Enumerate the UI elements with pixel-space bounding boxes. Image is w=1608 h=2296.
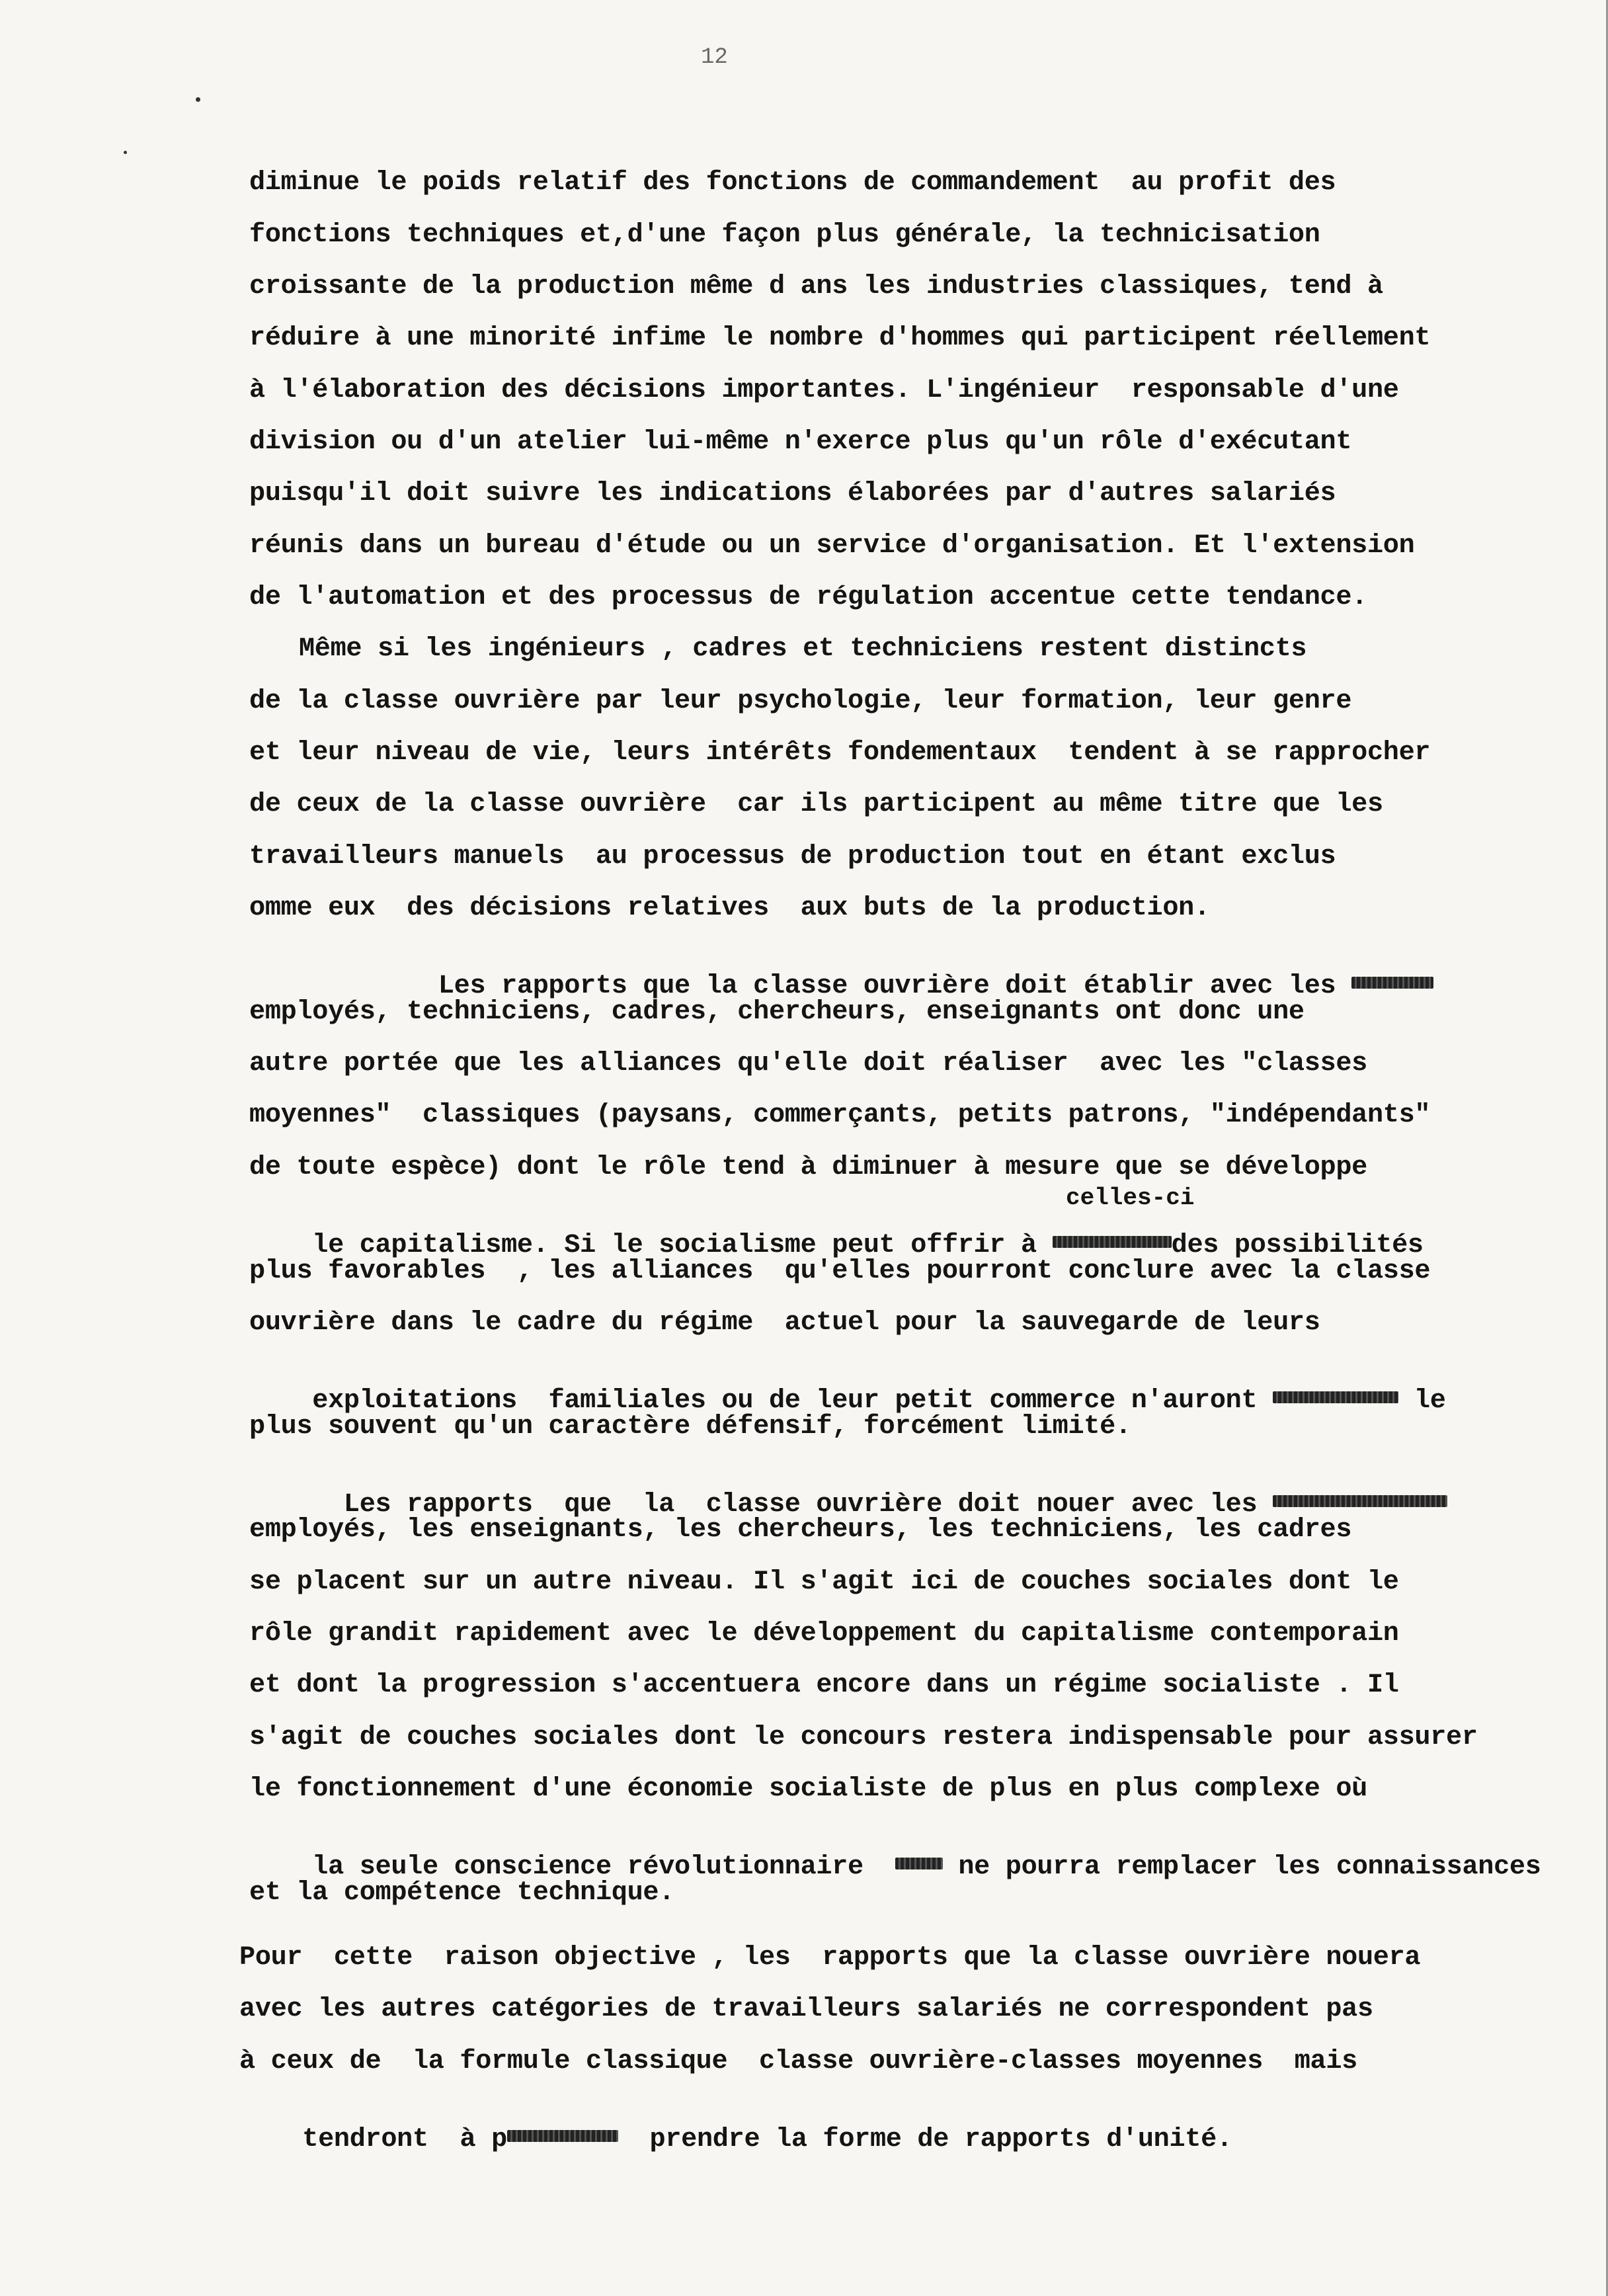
text-line: se placent sur un autre niveau. Il s'agit ici de couches sociales dont le [249,1567,1399,1597]
struck-out-text [1273,1495,1447,1507]
text-line: employés, techniciens, cadres, chercheurs, enseignants ont donc une [249,997,1305,1027]
text-line: division ou d'un atelier lui-même n'exerce plus qu'un rôle d'exécutant [249,427,1352,457]
text-line: s'agit de couches sociales dont le concours restera indispensable pour assurer [249,1723,1478,1752]
text-line: réunis dans un bureau d'étude ou un service d'organisation. Et l'extension [249,531,1415,561]
text-line: réduire à une minorité infime le nombre d'hommes qui participent réellement [249,323,1431,353]
text-line: Les rapports que la classe ouvrière doit établir avec les [312,971,1352,1002]
text-line: plus favorables , les alliances qu'elles pourront conclure avec la classe [249,1256,1431,1286]
struck-out-text [1273,1391,1398,1403]
text-line: à ceux de la formule classique classe ouvrière-classes moyennes mais [239,2047,1357,2076]
text-line: omme eux des décisions relatives aux buts de la production. [249,893,1210,923]
text-line: croissante de la production même d ans les industries classiques, tend à [249,272,1383,302]
text-line: moyennes" classiques (paysans, commerçants, petits patrons, "indépendants" [249,1100,1431,1130]
text-line: puisqu'il doit suivre les indications élaborées par d'autres salariés [249,479,1336,509]
text-line: avec les autres catégories de travailleurs salariés ne correspondent pas [239,1994,1373,2024]
struck-out-text [1053,1236,1172,1248]
text-line: Pour cette raison objective , les rapports que la classe ouvrière nouera [239,1943,1421,1973]
ink-speck [196,97,200,102]
struck-out-text [895,1858,943,1869]
text-line: ouvrière dans le cadre du régime actuel pour la sauvegarde de leurs [249,1308,1320,1338]
text-line: exploitations familiales ou de leur petit commerce n'auront [312,1386,1273,1416]
text-line: tendront à p [302,2125,507,2155]
struck-out-text [507,2130,618,2142]
text-line: de la classe ouvrière par leur psychologie, leur formation, leur genre [249,686,1352,716]
text-line: de ceux de la classe ouvrière car ils participent au même titre que les [249,790,1383,819]
text-line: Même si les ingénieurs , cadres et techniciens restent distincts [126,634,1307,664]
text-line: et leur niveau de vie, leurs intérêts fondementaux tendent à se rapprocher [249,738,1431,768]
text-line: plus souvent qu'un caractère défensif, forcément limité. [249,1412,1131,1442]
text-line-with-strikeout [239,2100,1232,2180]
text-line: rôle grandit rapidement avec le développement du capitalisme contemporain [249,1619,1399,1649]
struck-out-text [1351,977,1433,989]
text-line: autre portée que les alliances qu'elle doit réaliser avec les "classes [249,1049,1367,1079]
text-line: de l'automation et des processus de régulation accentue cette tendance. [249,583,1367,612]
text-line: la seule conscience révolutionnaire [312,1852,895,1883]
text-line: fonctions techniques et,d'une façon plus générale, la technicisation [249,220,1320,250]
page-number: 12 [701,45,728,70]
text-line-tail: des possibilités [1171,1231,1424,1261]
text-line-tail: ne pourra remplacer les connaissances [942,1852,1541,1883]
text-line: diminue le poids relatif des fonctions de commandement au profit des [249,168,1336,198]
text-line: Les rapports que la classe ouvrière doit nouer avec les [312,1490,1273,1520]
text-line: travailleurs manuels au processus de production tout en étant exclus [249,842,1336,872]
text-line: et dont la progression s'accentuera encore dans un régime socialiste . Il [249,1670,1399,1700]
text-line: employés, les enseignants, les chercheurs, les techniciens, les cadres [249,1515,1352,1545]
text-line: le capitalisme. Si le socialisme peut offrir à [312,1231,1053,1261]
ink-speck [124,151,127,154]
text-line: prendre la forme de rapports d'unité. [618,2125,1232,2155]
text-line: le fonctionnement d'une économie socialiste de plus en plus complexe où [249,1774,1367,1804]
text-line-tail: le [1398,1386,1446,1416]
text-line: à l'élaboration des décisions importantes. L'ingénieur responsable d'une [249,376,1399,405]
handwritten-insertion: celles-ci [1066,1184,1195,1211]
text-line: de toute espèce) dont le rôle tend à diminuer à mesure que se développe [249,1153,1367,1182]
text-line: et la compétence technique. [249,1878,675,1908]
